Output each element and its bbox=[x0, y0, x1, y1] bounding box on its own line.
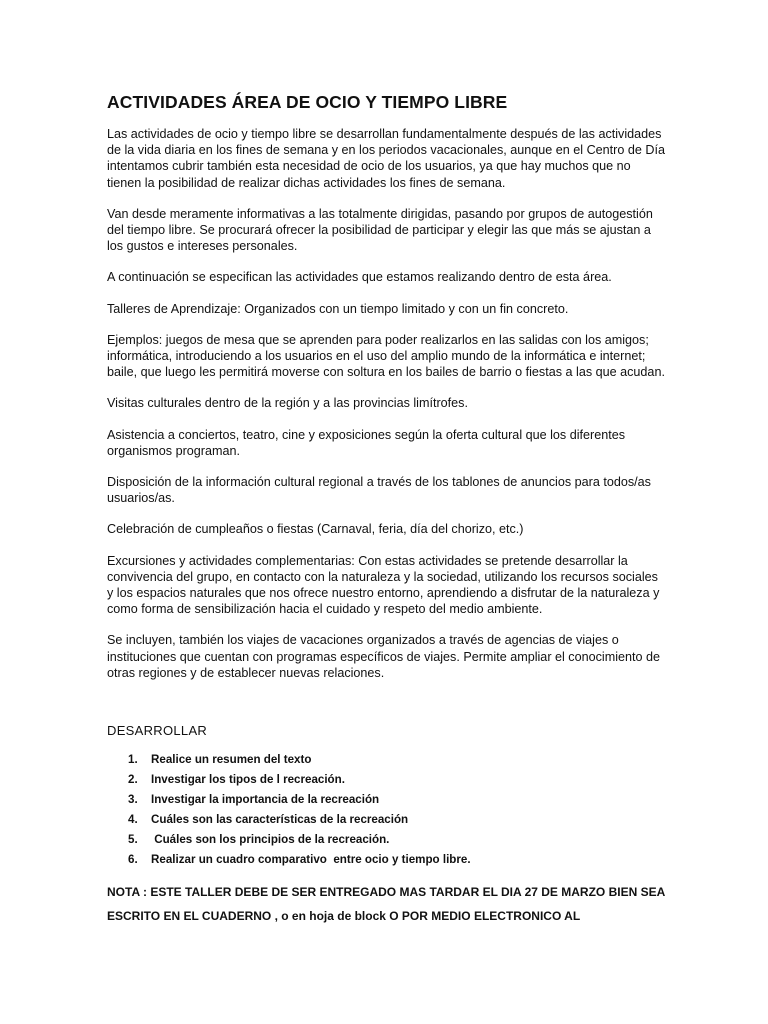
task-item bbox=[107, 790, 471, 810]
paragraph: Las actividades de ocio y tiempo libre se desarrollan fundamentalmente después de las actividades de la vida diaria en los fines de semana y en los periodos vacacionales, aunque en el Centro de Día intentamos cubrir también esta necesidad de ocio de los usuarios, ya que hay muchos que no tienen la posibilidad de realizar dichas actividades los fines de semana. bbox=[107, 127, 665, 190]
task-text: Investigar los tipos de l recreación. bbox=[151, 773, 345, 786]
task-number: 5. bbox=[128, 833, 138, 846]
task-number: 3. bbox=[128, 793, 138, 806]
paragraph: Disposición de la información cultural regional a través de los tablones de anuncios para todos/as usuarios/as. bbox=[107, 475, 651, 506]
task-item bbox=[107, 830, 471, 850]
document-title: ACTIVIDADES ÁREA DE OCIO Y TIEMPO LIBRE bbox=[107, 92, 508, 112]
task-text: Cuáles son los principios de la recreación. bbox=[151, 833, 390, 846]
document-body bbox=[107, 126, 667, 696]
task-text: Realizar un cuadro comparativo entre ocio y tiempo libre. bbox=[151, 853, 471, 866]
paragraph: Excursiones y actividades complementarias: Con estas actividades se pretende desarrollar la convivencia del grupo, en contacto con la naturaleza y la sociedad, utilizando los recursos sociales y los espacios naturales que nos ofrece nuestro entorno, aprendiendo a disfrutar de la naturaleza y como forma de sensibilización hacia el cuidado y respeto del medio ambiente. bbox=[107, 553, 660, 617]
paragraph: A continuación se especifican las actividades que estamos realizando dentro de esta área. bbox=[107, 270, 612, 285]
paragraph: Se incluyen, también los viajes de vacaciones organizados a través de agencias de viajes o instituciones que cuentan con programas específicos de viajes. Permite ampliar el conocimiento de otras regiones y de establecer nuevas relaciones. bbox=[107, 633, 661, 680]
task-item bbox=[107, 750, 471, 770]
paragraph: Celebración de cumpleaños o fiestas (Carnaval, feria, día del chorizo, etc.) bbox=[107, 522, 524, 537]
task-item bbox=[107, 770, 471, 790]
section-heading: DESARROLLAR bbox=[107, 723, 208, 738]
task-number: 6. bbox=[128, 853, 138, 866]
task-number: 4. bbox=[128, 813, 138, 826]
task-item bbox=[107, 810, 471, 830]
paragraph: Ejemplos: juegos de mesa que se aprenden para poder realizarlos en las salidas con los amigos; informática, introduciendo a los usuarios en el uso del amplio mundo de la informática e internet; baile, que luego les permitirá moverse con soltura en los bailes de barrio o fiestas a las que acudan. bbox=[107, 332, 665, 380]
submission-note: NOTA : ESTE TALLER DEBE DE SER ENTREGADO MAS TARDAR EL DIA 27 DE MARZO BIEN SEA ESCRITO EN EL CUADERNO , o en hoja de block O POR MEDIO ELECTRONICO AL bbox=[107, 885, 665, 923]
task-number: 1. bbox=[128, 753, 138, 766]
paragraph: Talleres de Aprendizaje: Organizados con un tiempo limitado y con un fin concreto. bbox=[107, 301, 569, 316]
task-text: Realice un resumen del texto bbox=[151, 753, 312, 766]
task-text: Cuáles son las características de la recreación bbox=[151, 813, 409, 826]
task-text: Investigar la importancia de la recreación bbox=[151, 793, 380, 806]
paragraph: Visitas culturales dentro de la región y a las provincias limítrofes. bbox=[107, 396, 468, 411]
paragraph: Van desde meramente informativas a las totalmente dirigidas, pasando por grupos de autogestión del tiempo libre. Se procurará ofrecer la posibilidad de participar y elegir las que más se ajustan a los gustos e intereses personales. bbox=[107, 206, 653, 254]
paragraph: Asistencia a conciertos, teatro, cine y exposiciones según la oferta cultural que los diferentes organismos programan. bbox=[107, 427, 626, 458]
task-list bbox=[107, 750, 471, 870]
task-item bbox=[107, 850, 471, 870]
task-number: 2. bbox=[128, 773, 138, 786]
